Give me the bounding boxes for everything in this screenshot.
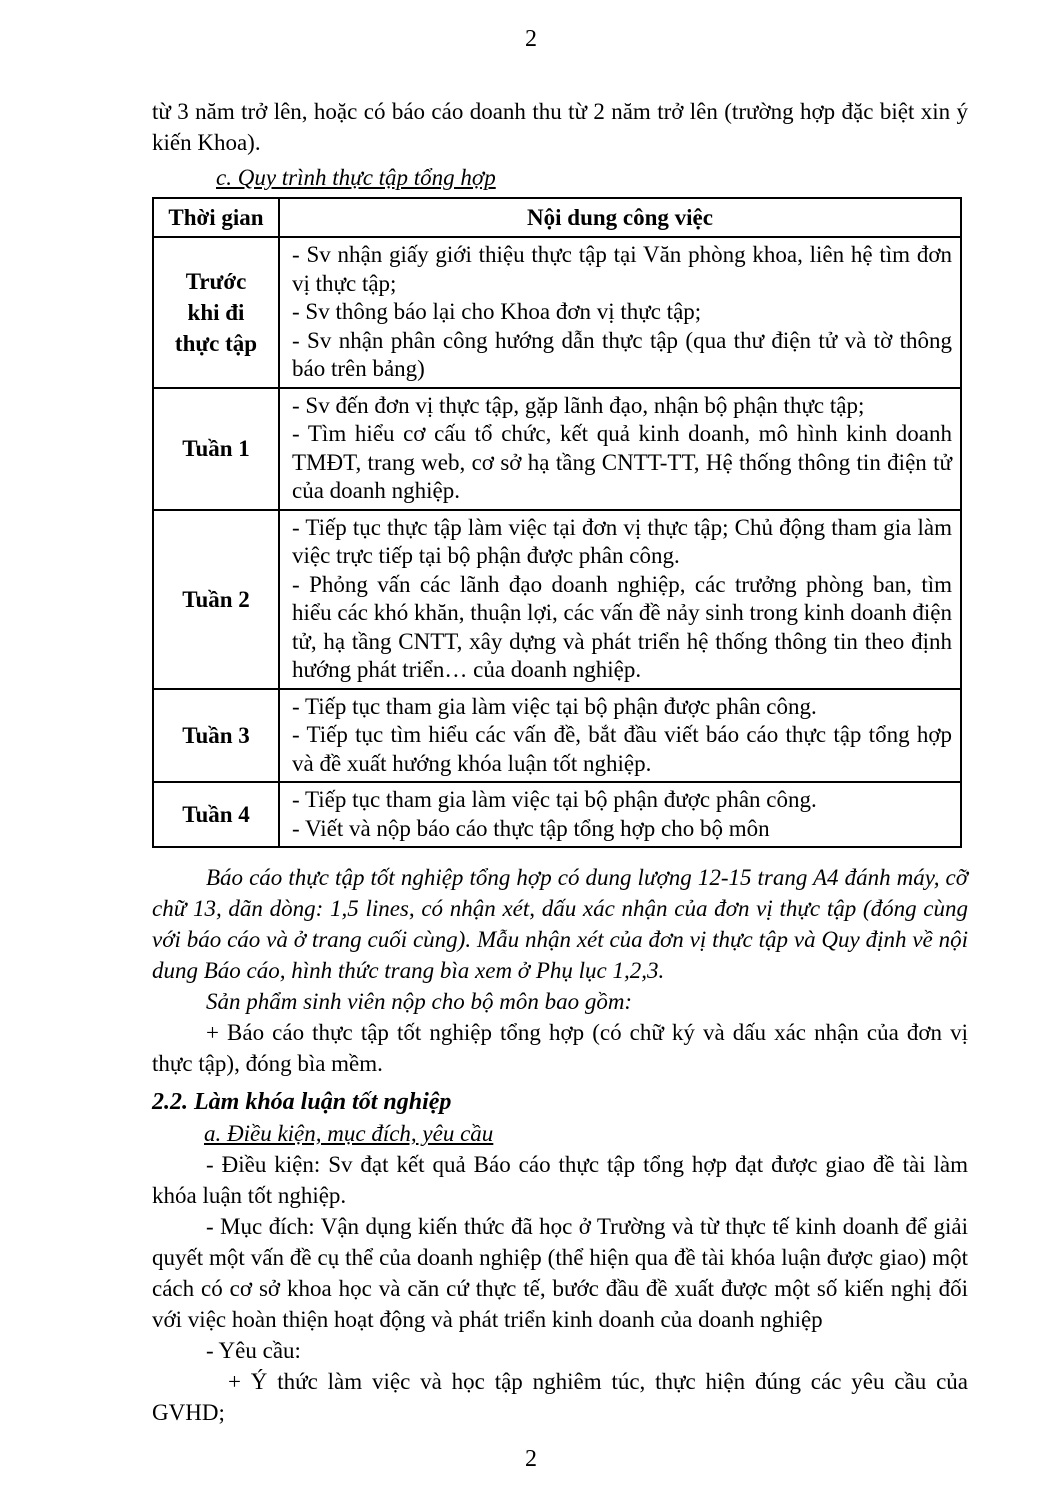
heading-quy-trinh-thuc-tap: c. Quy trình thực tập tổng hợp xyxy=(216,165,496,190)
time-cell: Tuần 1 xyxy=(153,388,279,510)
task-item: - Sv nhận phân công hướng dẫn thực tập (qua thư điện tử và tờ thông báo trên bảng) xyxy=(292,327,952,381)
purpose-paragraph: - Mục đích: Vận dụng kiến thức đã học ở Trường và từ thực tế kinh doanh để giải quyết một vấn đề cụ thể của doanh nghiệp (thể hiện qua đề tài khóa luận được giao) một cách có cơ sở khoa học và căn cứ thực tế, bước đầu đề xuất được một số kiến nghị đối với việc hoàn thiện hoạt động và phát triển kinh doanh của doanh nghiệp xyxy=(152,1214,968,1332)
time-cell: Tuần 2 xyxy=(153,510,279,689)
task-item: - Tiếp tục tìm hiểu các vấn đề, bắt đầu viết báo cáo thực tập tổng hợp và đề xuất hướng khóa luận tốt nghiệp. xyxy=(292,722,952,776)
task-item: - Sv nhận giấy giới thiệu thực tập tại Văn phòng khoa, liên hệ tìm đơn vị thực tập; xyxy=(292,242,952,296)
heading-section-2-2: 2.2. Làm khóa luận tốt nghiệp xyxy=(152,1089,452,1115)
time-cell: Tuần 4 xyxy=(153,782,279,847)
task-item: - Tiếp tục tham gia làm việc tại bộ phận được phân công. xyxy=(292,787,817,812)
table-row-tuan-1 xyxy=(153,388,961,510)
report-note-paragraph: Báo cáo thực tập tốt nghiệp tổng hợp có dung lượng 12-15 trang A4 đánh máy, cỡ chữ 13, dãn dòng: 1,5 lines, có nhận xét, dấu xác nhận của đơn vị thực tập (đóng cùng với báo cáo và ở trang cuối cùng). Mẫu nhận xét của đơn vị thực tập và Quy định về nội dung Báo cáo, hình thức trang bìa xem ở Phụ lục 1,2,3. xyxy=(152,865,968,983)
page-number-top: 2 xyxy=(525,26,537,52)
task-item: - Tìm hiểu cơ cấu tổ chức, kết quả kinh doanh, mô hình kinh doanh TMĐT, trang web, cơ sở hạ tầng CNTT-TT, Hệ thống thông tin điện tử của doanh nghiệp. xyxy=(292,421,952,503)
products-intro: Sản phẩm sinh viên nộp cho bộ môn bao gồm: xyxy=(206,989,633,1014)
heading-dieu-kien-muc-dich: a. Điều kiện, mục đích, yêu cầu xyxy=(204,1121,494,1146)
requirement-item: + Ý thức làm việc và học tập nghiêm túc, thực hiện đúng các yêu cầu của GVHD; xyxy=(152,1369,968,1425)
time-cell: Trước khi đi thực tập xyxy=(153,237,279,388)
content-cell xyxy=(279,782,961,847)
intro-paragraph: từ 3 năm trở lên, hoặc có báo cáo doanh thu từ 2 năm trở lên (trường hợp đặc biệt xin ý kiến Khoa). xyxy=(152,99,968,155)
content-cell xyxy=(279,510,961,689)
page-content xyxy=(152,96,968,1428)
content-cell xyxy=(279,388,961,510)
task-item: - Tiếp tục thực tập làm việc tại đơn vị thực tập; Chủ động tham gia làm việc trực tiếp tại bộ phận được phân công. xyxy=(292,514,952,568)
table-row-tuan-2 xyxy=(153,510,961,689)
task-item: - Phỏng vấn các lãnh đạo doanh nghiệp, các trưởng phòng ban, tìm hiểu các khó khăn, thuận lợi, các vấn đề nảy sinh trong kinh doanh điện tử, hạ tầng CNTT, xây dựng và phát triển hệ thống thông tin theo định hướng phát triển… của doanh nghiệp. xyxy=(292,571,952,682)
table-header-row xyxy=(153,198,961,237)
task-item: - Viết và nộp báo cáo thực tập tổng hợp cho bộ môn xyxy=(292,815,770,841)
task-item: - Tiếp tục tham gia làm việc tại bộ phận được phân công. xyxy=(292,693,817,719)
content-cell xyxy=(279,237,961,388)
internship-schedule-table xyxy=(152,197,962,848)
table-header-thoi-gian: Thời gian xyxy=(153,198,279,237)
table-row-tuan-3 xyxy=(153,689,961,783)
table-row-truoc-khi-di xyxy=(153,237,961,388)
product-item: + Báo cáo thực tập tốt nghiệp tổng hợp (có chữ ký và dấu xác nhận của đơn vị thực tập), đóng bìa mềm. xyxy=(152,1020,968,1076)
table-row-tuan-4 xyxy=(153,782,961,847)
task-item: - Sv đến đơn vị thực tập, gặp lãnh đạo, nhận bộ phận thực tập; xyxy=(292,392,865,418)
task-item: - Sv thông báo lại cho Khoa đơn vị thực tập; xyxy=(292,299,702,324)
table-header-noi-dung: Nội dung công việc xyxy=(279,198,961,237)
requirement-label: - Yêu cầu: xyxy=(206,1338,301,1363)
condition-paragraph: - Điều kiện: Sv đạt kết quả Báo cáo thực tập tổng hợp đạt được giao đề tài làm khóa luận tốt nghiệp. xyxy=(152,1152,968,1208)
page-number-bottom: 2 xyxy=(525,1446,537,1472)
content-cell xyxy=(279,689,961,783)
time-cell: Tuần 3 xyxy=(153,689,279,783)
